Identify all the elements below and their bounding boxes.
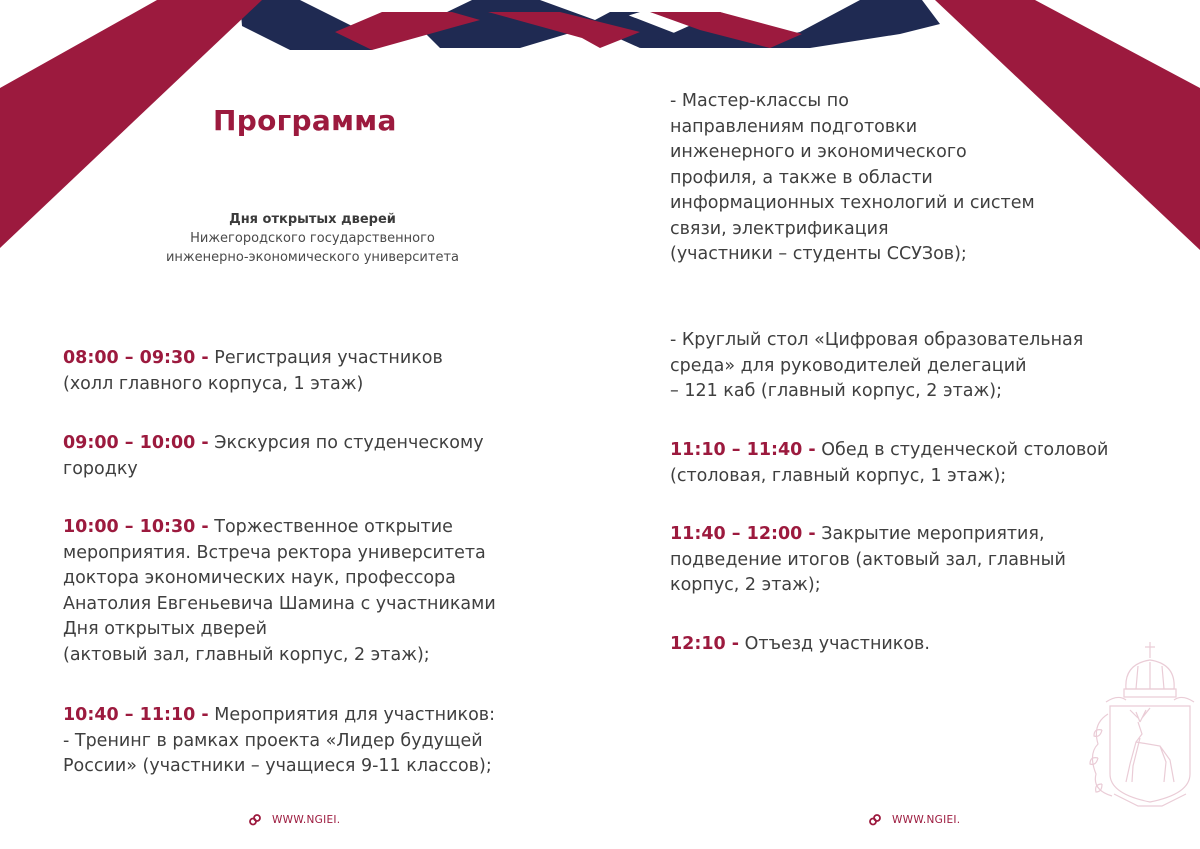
schedule-time: 08:00 – 09:30 -	[63, 348, 209, 368]
footer-link[interactable]	[248, 814, 340, 826]
schedule-item	[670, 328, 1083, 405]
schedule-item	[670, 522, 1066, 599]
schedule-text: мероприятия. Встреча ректора университета	[63, 542, 486, 563]
event-subtitle	[130, 210, 495, 267]
schedule-text: профиля, а также в области	[670, 167, 933, 188]
schedule-text: Торжественное открытие	[214, 517, 453, 537]
schedule-time: 12:10 -	[670, 634, 740, 654]
schedule-item	[63, 346, 443, 397]
schedule-text: Экскурсия по студенческому	[214, 433, 484, 453]
footer-url[interactable]: WWW.NGIEI.	[892, 814, 961, 826]
schedule-text: инженерного и экономического	[670, 142, 967, 162]
link-icon	[248, 814, 262, 826]
schedule-text: Закрытие мероприятия,	[821, 524, 1045, 544]
schedule-text: корпус, 2 этаж);	[670, 575, 821, 595]
schedule-item	[63, 703, 495, 780]
schedule-item	[670, 438, 1108, 489]
footer-link[interactable]	[868, 814, 960, 826]
schedule-item	[670, 632, 930, 658]
schedule-text: направлениям подготовки	[670, 116, 918, 137]
schedule-text: Регистрация участников	[214, 348, 443, 368]
schedule-text: – 121 каб (главный корпус, 2 этаж);	[670, 381, 1003, 401]
coat-of-arms-icon	[1078, 634, 1200, 814]
schedule-item	[63, 515, 496, 668]
schedule-text: Обед в студенческой столовой	[821, 440, 1109, 460]
subtitle-line-3: инженерно-экономического университета	[165, 250, 459, 265]
schedule-text: Дня открытых дверей	[63, 619, 267, 639]
schedule-text: городку	[63, 458, 138, 479]
schedule-text: - Круглый стол «Цифровая образовательная	[670, 330, 1084, 350]
schedule-text: - Мастер-классы по	[670, 91, 849, 111]
schedule-text: Отъезд участников.	[744, 634, 930, 654]
schedule-item	[670, 89, 1035, 268]
schedule-text: связи, электрификация	[670, 218, 889, 239]
schedule-time: 10:00 – 10:30 -	[63, 517, 209, 537]
footer-url[interactable]: WWW.NGIEI.	[272, 814, 341, 826]
schedule-text: (участники – студенты ССУЗов);	[670, 244, 967, 264]
schedule-text: (холл главного корпуса, 1 этаж)	[63, 373, 364, 394]
schedule-time: 09:00 – 10:00 -	[63, 433, 209, 453]
schedule-text: среда» для руководителей делегаций	[670, 355, 1027, 376]
link-icon	[868, 814, 882, 826]
schedule-text: (актовый зал, главный корпус, 2 этаж);	[63, 644, 430, 665]
schedule-text: информационных технологий и систем	[670, 193, 1035, 213]
schedule-text: доктора экономических наук, профессора	[63, 568, 456, 588]
schedule-time: 11:10 – 11:40 -	[670, 440, 816, 460]
schedule-text: Анатолия Евгеньевича Шамина с участниками	[63, 593, 496, 614]
schedule-time: 10:40 – 11:10 -	[63, 705, 209, 725]
schedule-item	[63, 431, 484, 482]
subtitle-line-1: Дня открытых дверей	[229, 212, 396, 227]
schedule-text: (столовая, главный корпус, 1 этаж);	[670, 465, 1007, 486]
schedule-text: Мероприятия для участников:	[214, 705, 495, 725]
page-title: Программа	[213, 104, 397, 137]
schedule-time: 11:40 – 12:00 -	[670, 524, 816, 544]
schedule-text: России» (участники – учащиеся 9-11 классов);	[63, 756, 492, 776]
subtitle-line-2: Нижегородского государственного	[190, 231, 435, 246]
schedule-text: подведение итогов (актовый зал, главный	[670, 549, 1066, 570]
schedule-text: - Тренинг в рамках проекта «Лидер будущей	[63, 730, 483, 751]
